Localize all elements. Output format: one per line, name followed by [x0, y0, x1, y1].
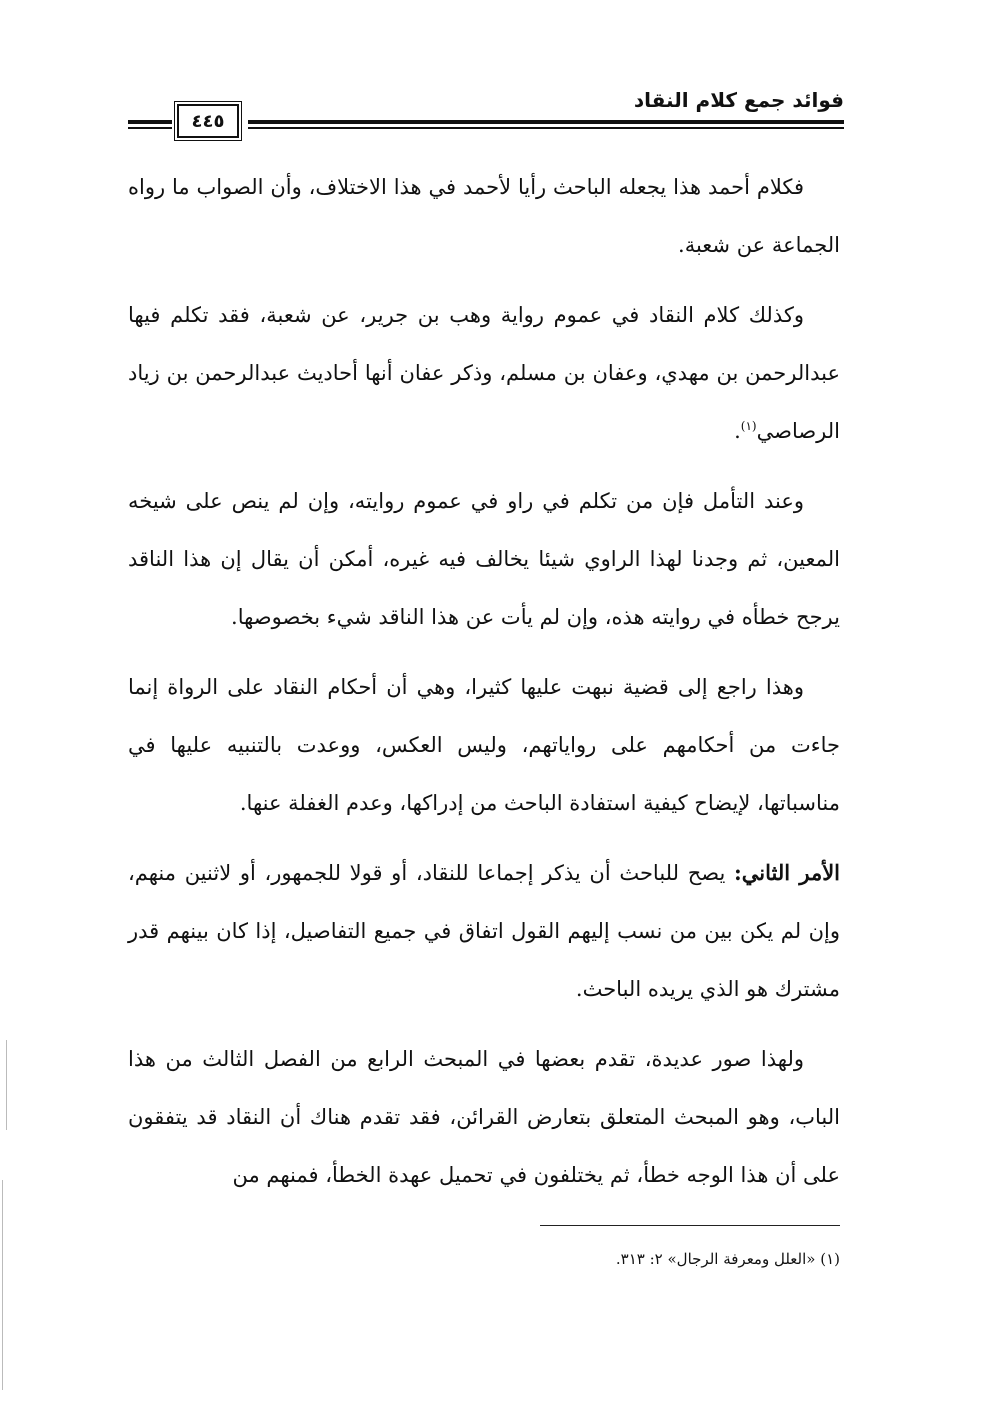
- body-text: [128, 158, 840, 1216]
- running-title: فوائد جمع كلام النقاد: [633, 88, 844, 112]
- paragraph: [128, 158, 840, 274]
- footnote-separator: [540, 1225, 840, 1226]
- paragraph-tail: .: [734, 419, 741, 443]
- header-rule-thin: [248, 127, 844, 129]
- footnote-reference[interactable]: (١): [740, 419, 757, 433]
- scan-artifact: [2, 1180, 3, 1390]
- page-header: [128, 84, 844, 140]
- paragraph-text: وعند التأمل فإن من تكلم في راو في عموم روايته، وإن لم ينص على شيخه المعين، ثم وجدنا لهذا الراوي شيئا يخالف فيه غيره، أمكن أن يقال إن هذا الناقد يرجح خطأه في روايته هذه، وإن لم يأت عن هذا الناقد شيء بخصوصها.: [128, 489, 840, 629]
- paragraph-text: وهذا راجع إلى قضية نبهت عليها كثيرا، وهي أن أحكام النقاد على الرواة إنما جاءت من أحكامهم على رواياتهم، وليس العكس، ووعدت بالتنبيه عليها في مناسباتها، لإيضاح كيفية استفادة الباحث من إدراكها، وعدم الغفلة عنها.: [128, 675, 840, 815]
- paragraph: [128, 658, 840, 832]
- page-number: ٤٤٥: [177, 104, 239, 138]
- paragraph: [128, 286, 840, 460]
- paragraph-text: يصح للباحث أن يذكر إجماعا للنقاد، أو قولا للجمهور، أو لاثنين منهم، وإن لم يكن بين من نسب إليهم القول اتفاق في جميع التفاصيل، إذا كان بينهم قدر مشترك هو الذي يريده الباحث.: [128, 861, 840, 1001]
- paragraph-lead: الأمر الثاني:: [733, 860, 841, 885]
- scan-artifact: [6, 1040, 7, 1130]
- header-rule-left-thin: [128, 127, 172, 129]
- header-rule-left-thick: [128, 120, 172, 124]
- header-rule-thick: [248, 120, 844, 124]
- paragraph-text: فكلام أحمد هذا يجعله الباحث رأيا لأحمد في هذا الاختلاف، وأن الصواب ما رواه الجماعة عن شعبة.: [128, 175, 840, 257]
- paragraph-text: ولهذا صور عديدة، تقدم بعضها في المبحث الرابع من الفصل الثالث من هذا الباب، وهو المبحث المتعلق بتعارض القرائن، فقد تقدم هناك أن النقاد قد يتفقون على أن هذا الوجه خطأ، ثم يختلفون في تحميل عهدة الخطأ، فمنهم من: [128, 1047, 840, 1187]
- paragraph: [128, 472, 840, 646]
- paragraph: [128, 844, 840, 1018]
- footnote: (١) «العلل ومعرفة الرجال» ٢: ٣١٣.: [615, 1250, 840, 1268]
- paragraph: [128, 1030, 840, 1204]
- paragraph-text: وكذلك كلام النقاد في عموم رواية وهب بن جرير، عن شعبة، فقد تكلم فيها عبدالرحمن بن مهدي، وعفان بن مسلم، وذكر عفان أنها أحاديث عبدالرحمن بن زياد الرصاصي: [128, 303, 840, 443]
